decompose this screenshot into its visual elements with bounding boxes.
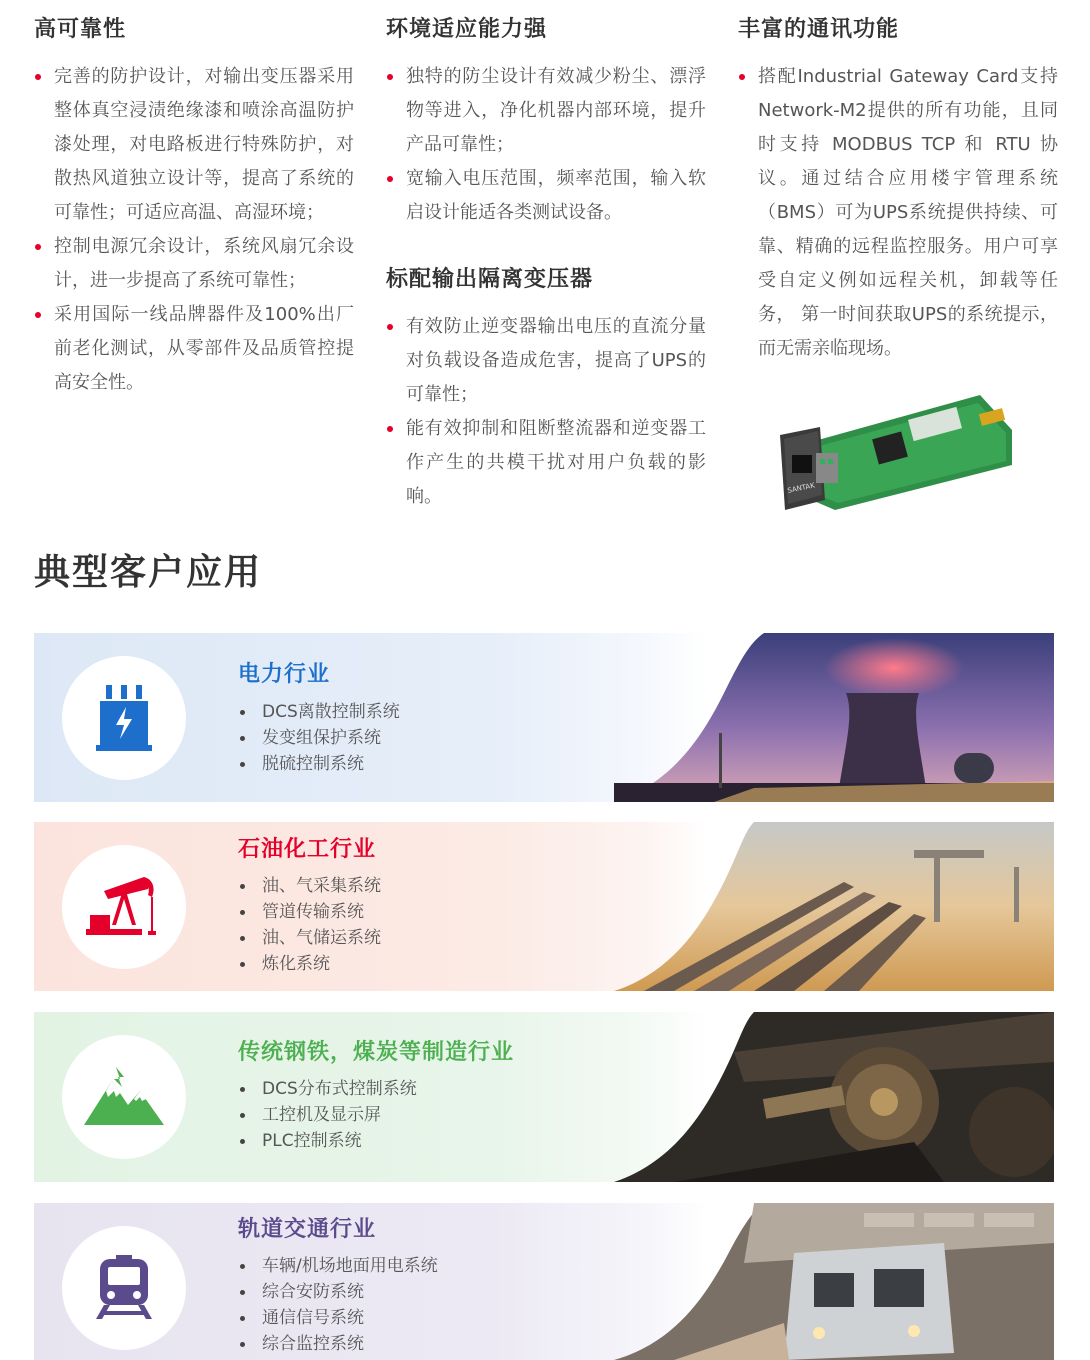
feature-item: 有效防止逆变器输出电压的直流分量对负载设备造成危害，提高了UPS的可靠性；: [386, 310, 706, 412]
industry-item: 脱硫控制系统: [238, 751, 400, 777]
industry-icon-circle: [62, 656, 186, 780]
industry-title: 电力行业: [238, 662, 331, 687]
feature-item: 搭配Industrial Gateway Card支持Network-M2提供的所有功能，且同时支持 MODBUS TCP 和 RTU 协议。通过结合应用楼宇管理系统（BMS）可为UPS系统提供持续、可靠、精确的远程监控服务。用户可享受自定义例如远程关机，卸载等任务， 第一时间获取UPS的系统提示，而无需亲临现场。: [738, 60, 1058, 366]
feature-column-communication: [738, 0, 1058, 366]
feature-item: 控制电源冗余设计，系统风扇冗余设计，进一步提高了系统可靠性；: [34, 230, 354, 298]
industry-item: 工控机及显示屏: [238, 1102, 417, 1128]
feature-item: 能有效抑制和阻断整流器和逆变器工作产生的共模干扰对用户负载的影响。: [386, 412, 706, 514]
industry-item: 通信信号系统: [238, 1305, 438, 1331]
feature-item: 完善的防护设计，对输出变压器采用整体真空浸渍绝缘漆和喷涂高温防护漆处理，对电路板进行特殊防护，对散热风道独立设计等，提高了系统的可靠性；可适应高温、高湿环境；: [34, 60, 354, 230]
feature-item: 宽输入电压范围，频率范围，输入软启设计能适各类测试设备。: [386, 162, 706, 230]
oil-field-photo: [614, 822, 1054, 991]
industry-list: [238, 1253, 438, 1357]
industry-item: 油、气储运系统: [238, 925, 381, 951]
industry-band-rail-transit: [34, 1203, 1054, 1360]
industry-item: 油、气采集系统: [238, 873, 381, 899]
power-plant-photo: [614, 633, 1054, 802]
transformer-icon: [96, 683, 152, 753]
industry-item: PLC控制系统: [238, 1128, 417, 1154]
industry-item: 综合监控系统: [238, 1331, 438, 1357]
industry-item: 综合安防系统: [238, 1279, 438, 1305]
industry-title: 石油化工行业: [238, 837, 377, 862]
industry-band-steel-coal: [34, 1012, 1054, 1182]
train-icon: [94, 1255, 154, 1321]
feature-title: 环境适应能力强: [386, 17, 548, 42]
card-brand-text: SANTAK: [786, 481, 816, 495]
feature-item: 采用国际一线品牌器件及100%出厂前老化测试，从零部件及品质管控提高安全性。: [34, 298, 354, 400]
feature-list: [34, 60, 354, 400]
network-card-image: [780, 375, 1020, 515]
feature-title: 高可靠性: [34, 17, 127, 42]
industry-item: 炼化系统: [238, 951, 381, 977]
mountain-icon: [84, 1067, 164, 1127]
industry-list: [238, 873, 381, 977]
industry-band-power: [34, 633, 1054, 802]
feature-column-reliability: [34, 0, 354, 400]
industry-list: [238, 1076, 417, 1154]
industry-band-petrochemical: [34, 822, 1054, 991]
industry-item: DCS分布式控制系统: [238, 1076, 417, 1102]
feature-list: [738, 60, 1058, 366]
metro-train-photo: [614, 1203, 1054, 1360]
industry-item: DCS离散控制系统: [238, 699, 400, 725]
industry-icon-circle: [62, 1226, 186, 1350]
feature-item: 独特的防尘设计有效减少粉尘、漂浮物等进入，净化机器内部环境，提升产品可靠性；: [386, 60, 706, 162]
oil-pump-icon: [86, 869, 162, 945]
industry-list: [238, 699, 400, 777]
feature-title: 丰富的通讯功能: [738, 17, 900, 42]
feature-column-environment: [386, 0, 706, 514]
industry-item: 发变组保护系统: [238, 725, 400, 751]
feature-list: [386, 60, 706, 230]
section-title: 典型客户应用: [34, 552, 263, 593]
mining-photo: [614, 1012, 1054, 1182]
industry-title: 传统钢铁，煤炭等制造行业: [238, 1040, 515, 1065]
feature-subtitle: 标配输出隔离变压器: [386, 267, 594, 292]
industry-item: 车辆/机场地面用电系统: [238, 1253, 438, 1279]
feature-sublist: [386, 310, 706, 514]
industry-item: 管道传输系统: [238, 899, 381, 925]
industry-title: 轨道交通行业: [238, 1217, 377, 1242]
industry-icon-circle: [62, 1035, 186, 1159]
industry-icon-circle: [62, 845, 186, 969]
